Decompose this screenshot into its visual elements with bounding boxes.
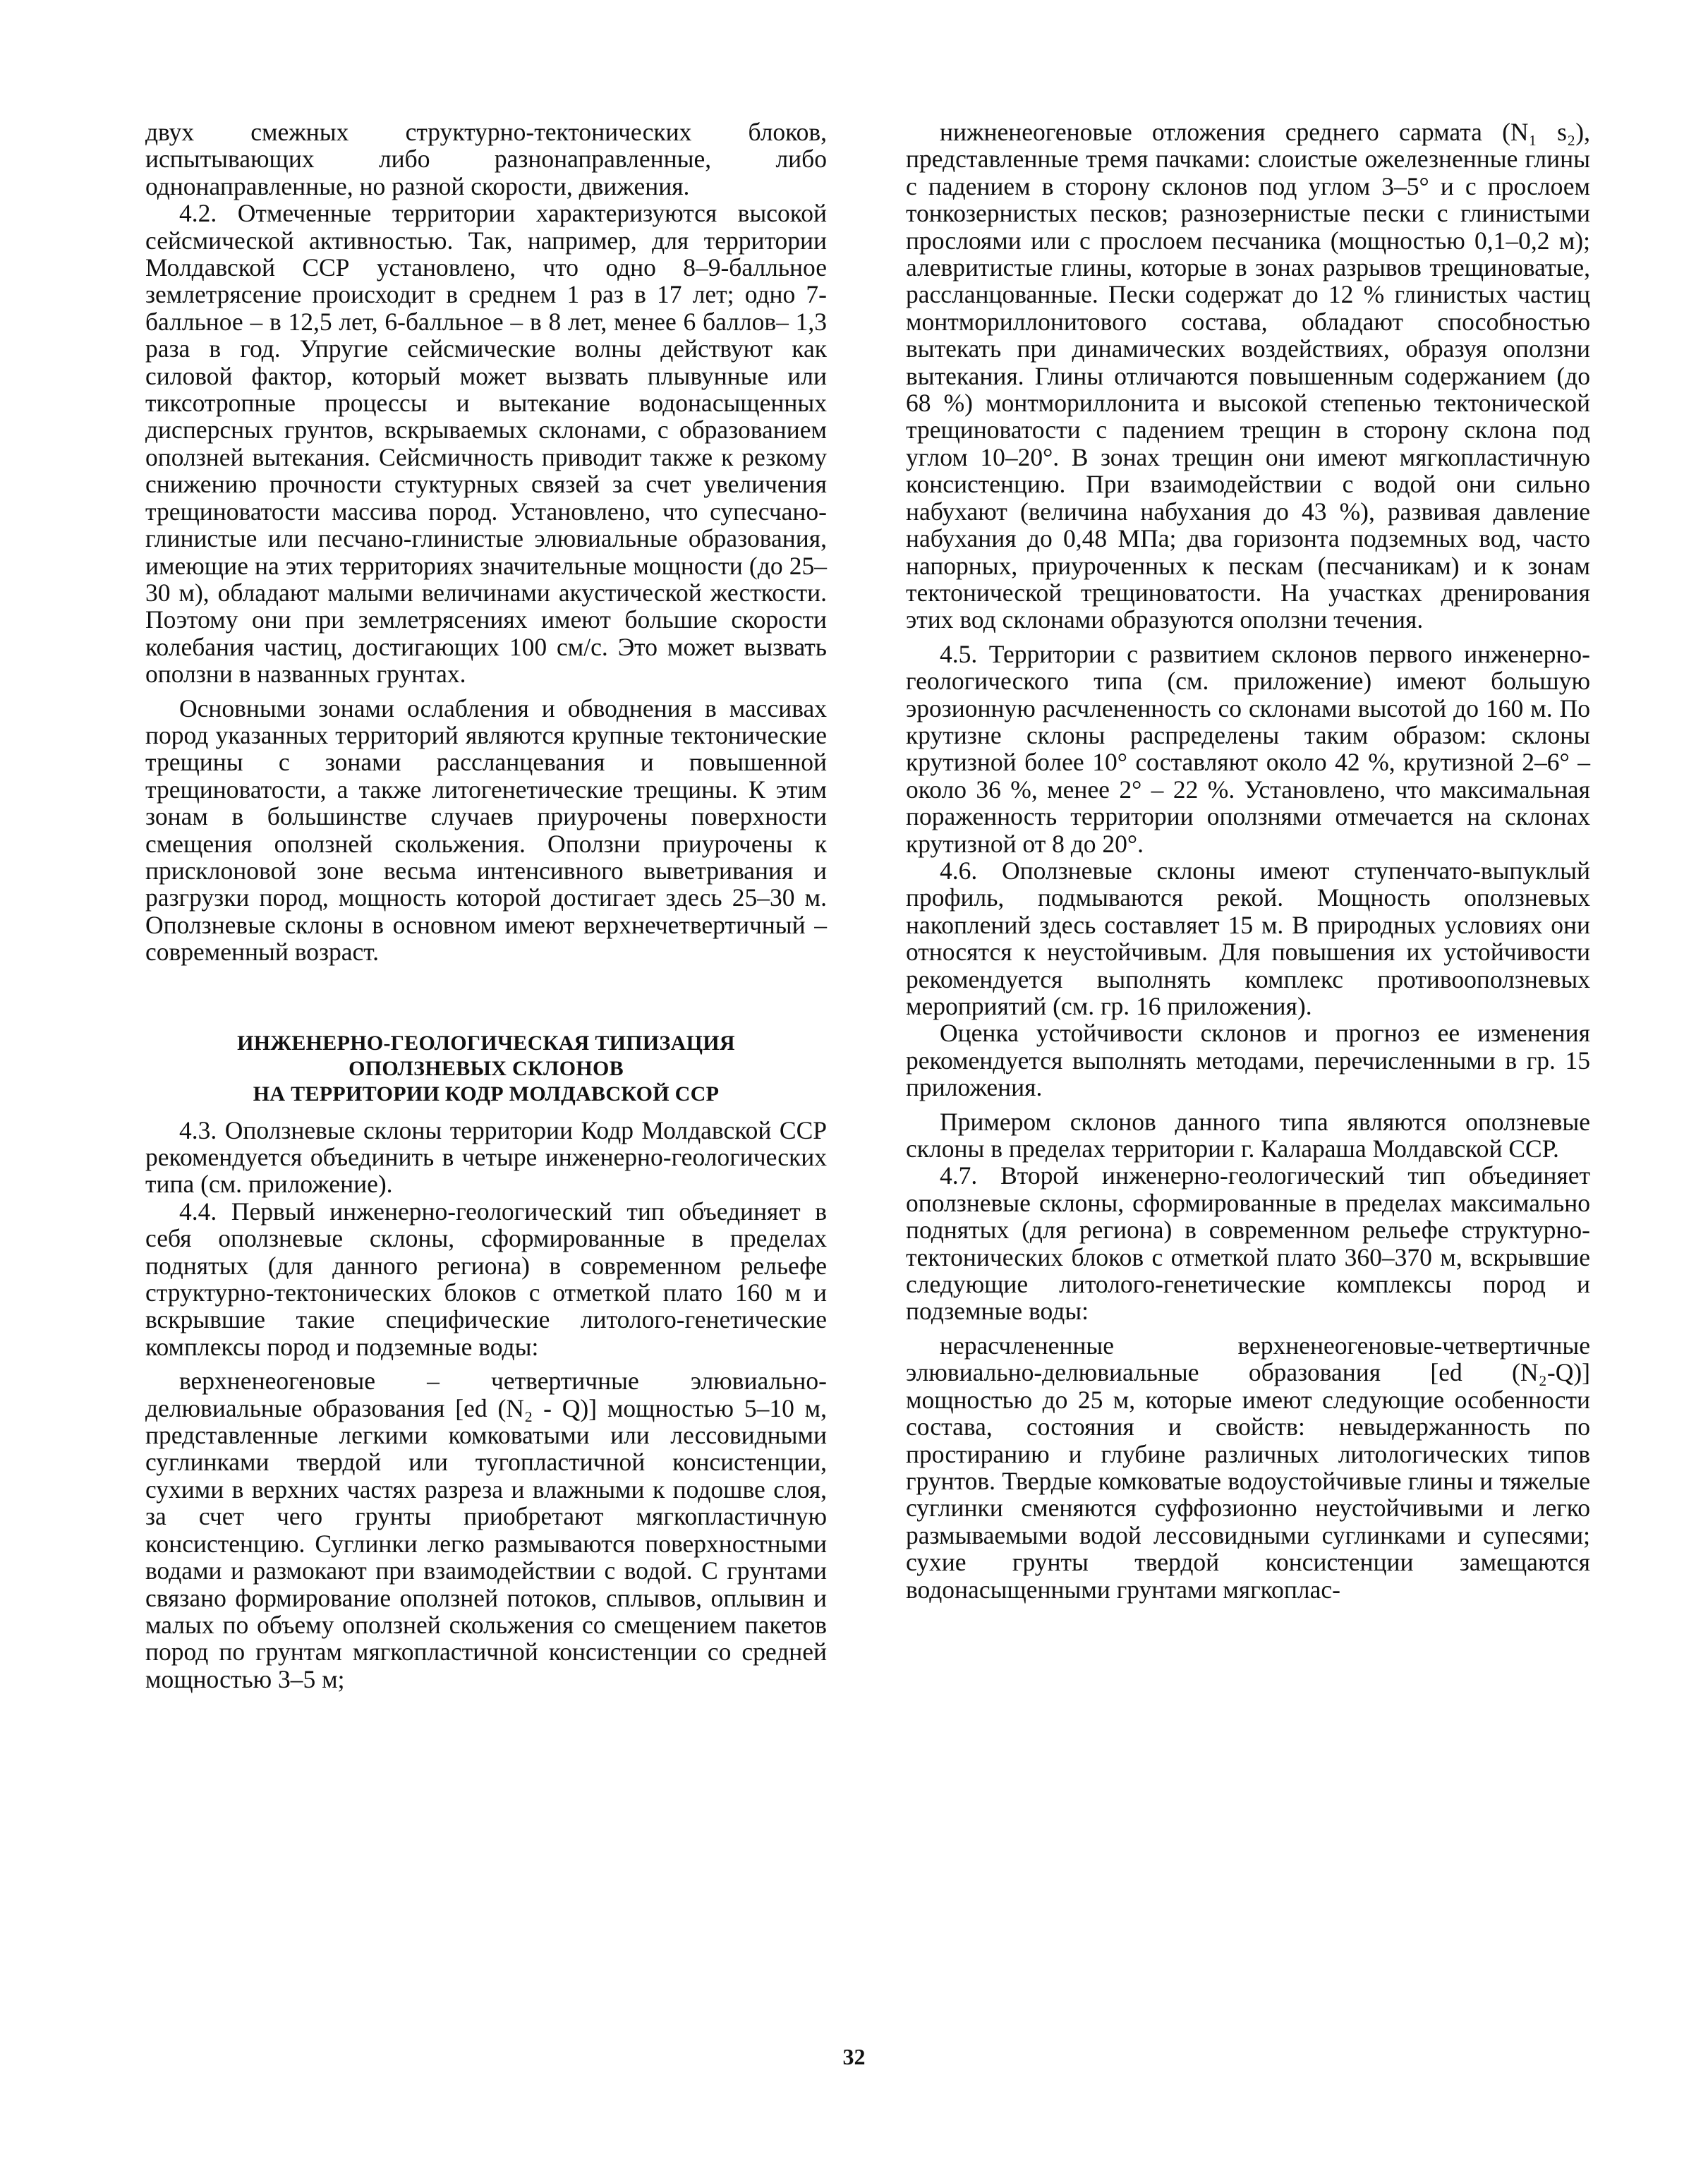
paragraph: нерасчлененные верхненеогеновые-четвертичные элювиально-делювиальные образования [ed (N₂-Q)] мощностью до 25 м, которые имеют следующие особенности состава, состояния и свойств: невыдержанность по простиранию и глубине различных литологических типов грунтов. Твердые комковатые водоустойчивые глины и тяжелые суглинки сменяются суффозионно неустойчивыми и легко размываемыми водой лессовидными суглинками и супесями; сухие грунты твердой консистенции замещаются водонасыщенными грунтами мягкоплас- (906, 1331, 1590, 1604)
paragraph: 4.3. Оползневые склоны территории Кодр Молдавской ССР рекомендуется объединить в четыре инженерно-геологических типа (см. приложение). (145, 1115, 827, 1199)
paragraph: 4.5. Территории с развитием склонов первого инженерно-геологического типа (см. приложение) имеют большую эрозионную расчлененность со склонами высотой до 160 м. По крутизне склоны распределены таким образом: склоны крутизной более 10° составляют около 42 %, крутизной 2–6° – около 36 %, менее 2° – 22 %. Установлено, что максимальная пораженность территории оползнями отмечается на склонах крутизной от 8 до 20°. (906, 639, 1590, 858)
paragraph: нижненеогеновые отложения среднего сармата (N₁ s₂), представленные тремя пачками: слоистые ожелезненные глины с падением в сторону склонов под углом 3–5° и с прослоем тонкозернистых песков; разнозернистые пески с глинистыми прослоями или с прослоем песчаника (мощностью 0,1–0,2 м); алевритистые глины, которые в зонах разрывов трещиноватые, рассланцованные. Пески содержат до 12 % глинистых частиц монтмориллонитового состава, обладают способностью вытекать при динамических воздействиях, образуя оползни вытекания. Глины отличаются повышенным содержанием (до 68 %) монтмориллонита и высокой степенью тектонической трещиноватости с падением трещин в сторону склона под углом 10–20°. В зонах трещин они имеют мягкопластичную консистенцию. При взаимодействии с водой они сильно набухают (величина набухания до 43 %), развивая давление набухания до 0,48 МПа; два горизонта подземных вод, часто напорных, приуроченных к пескам (песчаникам) и к зонам тектонической трещиноватости. На участках дренирования этих вод склонами образуются оползни течения. (906, 118, 1590, 634)
heading-line: НА ТЕРРИТОРИИ КОДР МОЛДАВСКОЙ ССР (253, 1082, 720, 1106)
page-number: 32 (842, 2044, 866, 2069)
paragraph: Оценка устойчивости склонов и прогноз ее изменения рекомендуется выполнять методами, перечисленными в гр. 15 приложения. (906, 1019, 1590, 1102)
paragraph: 4.7. Второй инженерно-геологический тип объединяет оползневые склоны, сформированные в пределах максимально поднятых (для региона) в современном рельефе структурно-тектонических блоков с отметкой плато 360–370 м, вскрывшие следующие литолого-генетические комплексы пород и подземные воды: (906, 1161, 1590, 1326)
paragraph: 4.2. Отмеченные территории характеризуются высокой сейсмической активностью. Так, например, для территории Молдавской ССР установлено, что одно 8–9-балльное землетрясение происходит в среднем 1 раз в 17 лет; одно 7-балльное – в 12,5 лет, 6-балльное – в 8 лет, менее 6 баллов– 1,3 раза в год. Упругие сейсмические волны действуют как силовой фактор, который может вызвать плывунные или тиксотропные процессы и вытекание водонасыщенных дисперсных грунтов, вскрываемых склонами, с образованием оползней вытекания. Сейсмичность приводит также к резкому снижению прочности стуктурных связей за счет увеличения трещиноватости массива пород. Установлено, что супесчано-глинистые или песчано-глинистые элювиальные образования, имеющие на этих территориях значительные мощности (до 25–30 м), обладают малыми величинами акустической жесткости. Поэтому они при землетрясениях имеют большие скорости колебания частиц, достигающих 100 см/с. Это может вызвать оползни в названных грунтах. (145, 199, 827, 689)
right-column (906, 119, 1590, 1603)
paragraph: Основными зонами ослабления и обводнения в массивах пород указанных территорий являются крупные тектонические трещины с зонами рассланцевания и повышенной трещиноватости, а также литогенетические трещины. К этим зонам в большинстве случаев приурочены поверхности смещения оползней скольжения. Оползни приурочены к присклоновой зоне весьма интенсивного выветривания и разгрузки пород, мощность которой достигает здесь 25–30 м. Оползневые склоны в основном имеют верхнечетвертичный – современный возраст. (145, 694, 827, 967)
heading-line: ИНЖЕНЕРНО-ГЕОЛОГИЧЕСКАЯ ТИПИЗАЦИЯ (237, 1031, 735, 1055)
paragraph: двух смежных структурно-тектонических блоков, испытывающих либо разнонаправленные, либо однонаправленные, но разной скорости, движения. (145, 118, 827, 200)
left-column (145, 119, 827, 1693)
paragraph: верхненеогеновые – четвертичные элювиально-делювиальные образования [ed (N₂ - Q)] мощностью 5–10 м, представленные легкими комковатыми или лессовидными суглинками твердой или тугопластичной консистенции, сухими в верхних частях разреза и влажными к подошве слоя, за счет чего грунты приобретают мягкопластичную консистенцию. Суглинки легко размываются поверхностными водами и размокают при взаимодействии с водой. С грунтами связано формирование оползней потоков, сплывов, оплывин и малых по объему оползней скольжения со смещением пакетов пород по грунтам мягкопластичной консистенции со средней мощностью 3–5 м; (145, 1367, 827, 1693)
paragraph: Примером склонов данного типа являются оползневые склоны в пределах территории г. Калараша Молдавской ССР. (906, 1107, 1590, 1163)
paragraph: 4.4. Первый инженерно-геологический тип объединяет в себя оползневые склоны, сформированные в пределах поднятых (для данного региона) в современном рельефе структурно-тектонических блоков с отметкой плато 160 м и вскрывшие такие специфические литолого-генетические комплексы пород и подземные воды: (145, 1197, 827, 1361)
heading-line: ОПОЛЗНЕВЫХ СКЛОНОВ (349, 1056, 624, 1080)
section-heading (145, 1031, 827, 1107)
paragraph: 4.6. Оползневые склоны имеют ступенчато-выпуклый профиль, подмываются рекой. Мощность оползневых накоплений здесь составляет 15 м. В природных условиях они относятся к неустойчивым. Для повышения их устойчивости рекомендуется выполнять комплекс противооползневых мероприятий (см. гр. 16 приложения). (906, 856, 1590, 1020)
